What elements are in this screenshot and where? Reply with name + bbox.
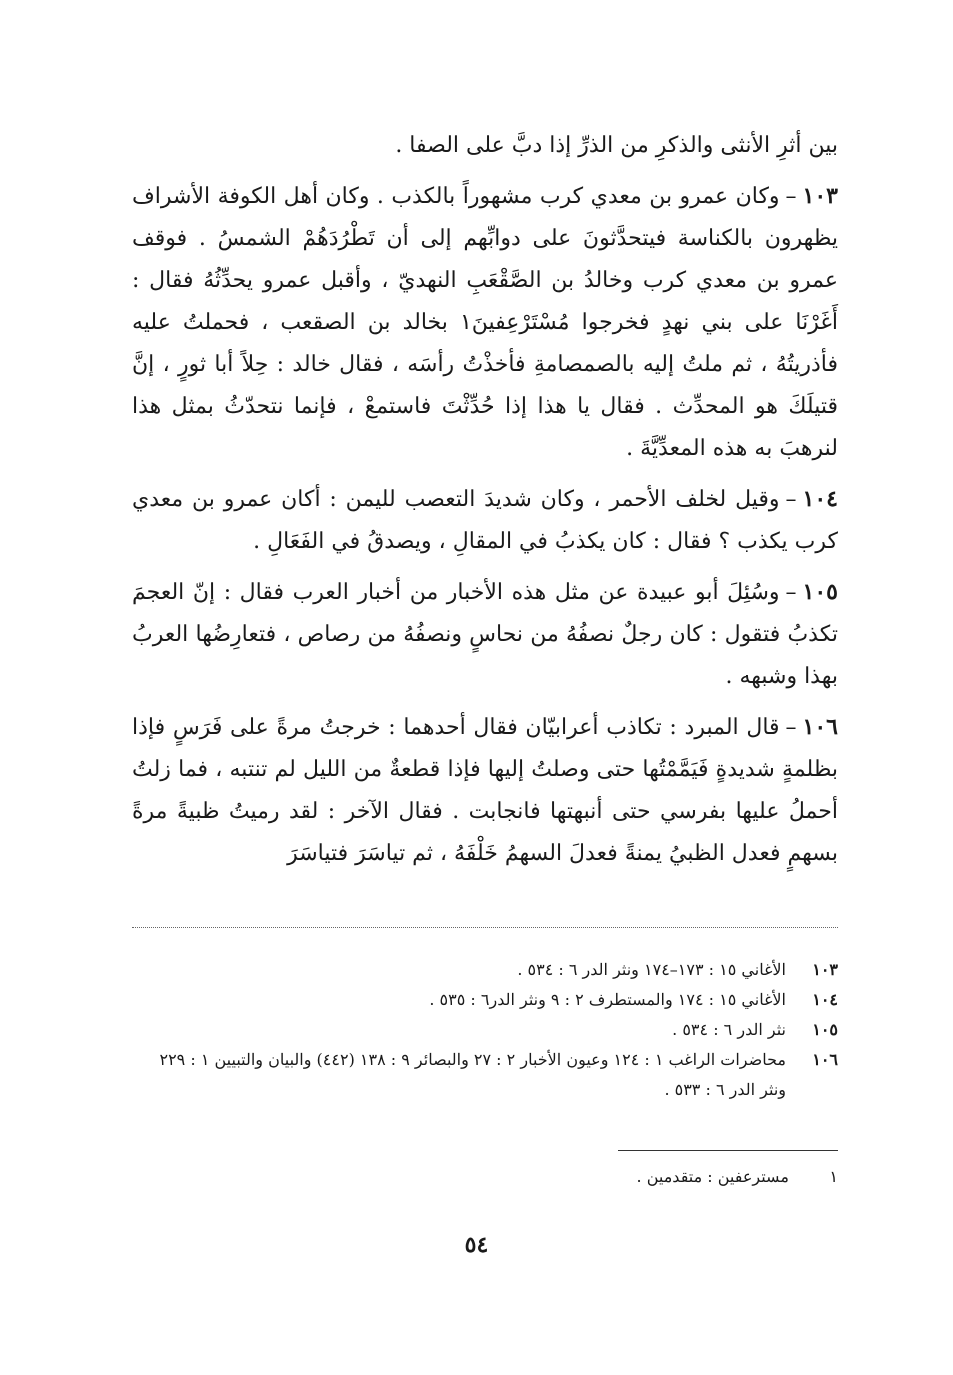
footnote-text: مسترعفين : متقدمين .	[636, 1167, 789, 1186]
paragraph-continuation	[132, 125, 838, 167]
paragraph-dash: –	[785, 487, 797, 512]
paragraph-number: ١٠٣	[802, 183, 838, 209]
paragraph-105	[132, 571, 838, 698]
paragraph-number: ١٠٦	[802, 714, 838, 740]
source-number: ١٠٤	[812, 990, 838, 1009]
source-text: الأغاني ١٥ : ١٧٤ والمستطرف ٢ : ٩ ونثر الدر٦ : ٥٣٥ .	[429, 990, 786, 1009]
paragraph-text: بين أثرِ الأنثى والذكرِ من الذرِّ إذا دبَّ على الصفا .	[395, 133, 838, 158]
footnote	[132, 1163, 838, 1191]
paragraph-text: وسُئِلَ أبو عبيدة عن مثل هذه الأخبار من أخبار العرب فقال : إنّ العجمَ تكذبُ فتقول : كان رجلٌ نصفُهُ من نحاسٍ ونصفُهُ من رصاص ، فتعارِضُها العربُ بهذا وشبهه .	[132, 580, 838, 689]
paragraph-106	[132, 706, 838, 875]
paragraph-dash: –	[785, 715, 797, 740]
main-text	[132, 125, 838, 875]
page-number: ٥٤	[464, 1232, 489, 1258]
paragraph-104	[132, 478, 838, 563]
footnote-number: ١	[829, 1167, 838, 1186]
source-text: محاضرات الراغب ١ : ١٢٤ وعيون الأخبار ٢ : ٢٧ والبصائر ٩ : ١٣٨ (٤٤٢) والبيان والتبيين ١ : ٢٢٩ ونثر الدر ٦ : ٥٣٣ .	[159, 1050, 786, 1099]
source-number: ١٠٣	[812, 960, 838, 979]
footnote-divider	[618, 1150, 838, 1151]
paragraph-text: وقيل لخلف الأحمر ، وكان شديدَ التعصب لليمن : أكان عمرو بن معدي كرب يكذب ؟ فقال : كان يكذبُ في المقالِ ، ويصدقُ في الفَعَالِ .	[132, 487, 838, 554]
paragraph-text: قال المبرد : تكاذب أعرابيّان فقال أحدهما : خرجتُ مرةً على فَرَسٍ فإذا بظلمةٍ شديدةٍ فَيَمَّمْتُها حتى وصلتُ إليها فإذا قطعةٌ من الليل لم تنتبه ، فما زلتُ أحملُ عليها بفرسي حتى أنبهتها فانجابت . فقال الآخر : لقد رميتُ ظبيةً مرةً بسهمٍ فعدل الظبيُ يمنةً فعدلَ السهمُ خَلْفَهُ ، ثم تياسَرَ فتياسَرَ	[132, 715, 838, 866]
paragraph-dash: –	[785, 184, 797, 209]
paragraph-dash: –	[785, 580, 797, 605]
source-entry	[132, 1045, 838, 1105]
sources-divider	[132, 927, 838, 928]
source-number: ١٠٦	[812, 1050, 838, 1069]
source-text: نثر الدر ٦ : ٥٣٤ .	[672, 1020, 786, 1039]
paragraph-number: ١٠٥	[802, 579, 838, 605]
sources-list	[132, 955, 838, 1105]
source-entry	[132, 985, 838, 1015]
source-number: ١٠٥	[812, 1020, 838, 1039]
source-text: الأغاني ١٥ : ١٧٣–١٧٤ ونثر الدر ٦ : ٥٣٤ .	[517, 960, 786, 979]
paragraph-text: وكان عمرو بن معدي كرب مشهوراً بالكذب . وكان أهل الكوفة الأشراف يظهرون بالكناسة فيتحدَّثونَ على دوابِّهم إلى أن تَطْرُدَهُمْ الشمسُ . فوقف عمرو بن معدي كرب وخالدُ بن الصَّقْعَبِ النهديّ ، وأقبل عمرو يحدِّثُهُ فقال : أَغَرْنَا على بني نهدٍ فخرجوا مُسْتَرْعِفينَ١ بخالد بن الصقعب ، فحملتُ عليه فأذريتُهُ ، ثم ملتُ إليه بالصمصامةِ فأخذْتُ رأسَه ، فقال خالد : حِلاً أبا ثورٍ ، إنَّ قتيلَكَ هو المحدِّث . فقال يا هذا إذا حُدِّثْتَ فاستمعْ ، فإنما نتحدّثُ بمثل هذا لنرهبَ به هذه المعدِّيَّةَ .	[132, 184, 838, 461]
source-entry	[132, 955, 838, 985]
paragraph-103	[132, 175, 838, 470]
paragraph-number: ١٠٤	[802, 486, 838, 512]
source-entry	[132, 1015, 838, 1045]
